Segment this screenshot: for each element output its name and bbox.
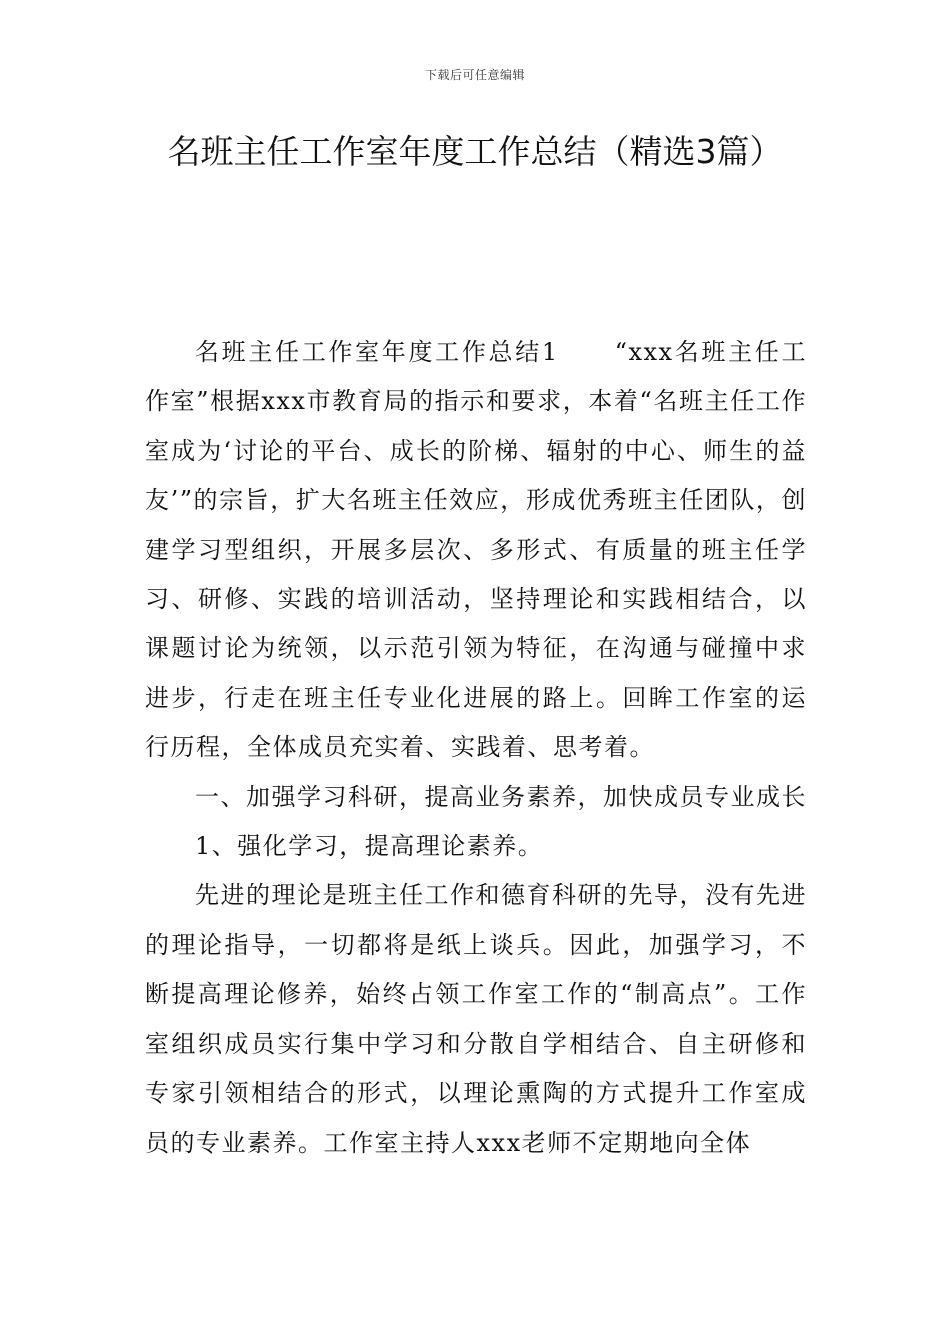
intro-paragraph <box>145 328 807 773</box>
intro-heading: 名班主任工作室年度工作总结1 <box>195 338 559 366</box>
body-paragraph: 先进的理论是班主任工作和德育科研的先导，没有先进的理论指导，一切都将是纸上谈兵。因此，加强学习，不断提高理论修养，始终占领工作室工作的“制高点”。工作室组织成员实行集中学习和分散自学相结合、自主研修和专家引领相结合的形式，以理论熏陶的方式提升工作室成员的专业素养。工作室主持人xxx老师不定期地向全体 <box>145 881 807 1157</box>
subsection-heading: 1、强化学习，提高理论素养。 <box>195 832 544 861</box>
document-title: 名班主任工作室年度工作总结（精选3篇） <box>167 132 783 171</box>
header-note: 下载后可任意编辑 <box>424 68 525 82</box>
document-body <box>145 328 807 1168</box>
intro-text: “xxx名班主任工作室”根据xxx市教育局的指示和要求，本着“名班主任工作室成为‘讨论的平台、成长的阶梯、辐射的中心、师生的益友’”的宗旨，扩大名班主任效应，形成优秀班主任团队，创建学习型组织，开展多层次、多形式、有质量的班主任学习、研修、实践的培训活动，坚持理论和实践相结合，以课题讨论为统领，以示范引领为特征，在沟通与碰撞中求进步，行走在班主任专业化进展的路上。回眸工作室的运行历程，全体成员充实着、实践着、思考着。 <box>145 338 807 762</box>
section-heading: 一、加强学习科研，提高业务素养，加快成员专业成长 <box>195 782 807 811</box>
